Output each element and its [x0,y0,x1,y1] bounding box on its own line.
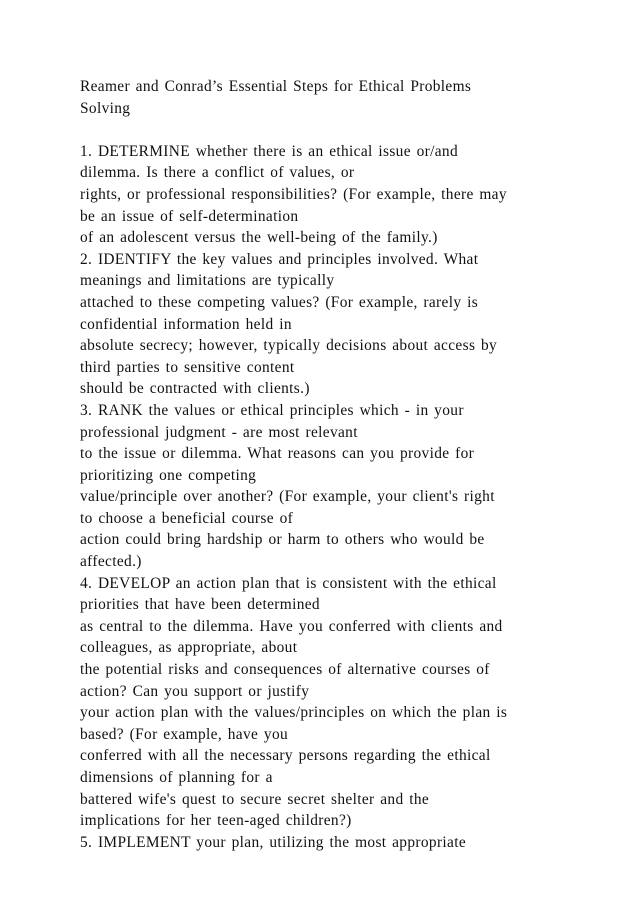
step-1-line: dilemma. Is there a conflict of values, or [80,164,355,182]
step-4-line: dimensions of planning for a [80,769,273,786]
step-4-line: 4. DEVELOP an action plan that is consistent with the ethical [80,574,497,592]
step-2-line: attached to these competing values? (For example, rarely is [80,293,479,311]
step-1-line: be an issue of self-determination [80,207,299,225]
blank-line [80,119,600,141]
step-4-line: implications for her teen-aged children?) [80,812,352,830]
step-4-line: your action plan with the values/principles on which the plan is [80,704,508,722]
step-2-line: confidential information held in [80,315,292,333]
step-1-line: rights, or professional responsibilities? (For example, there may [80,185,507,203]
step-3-line: 3. RANK the values or ethical principles which - in your [80,401,464,419]
document-title-line-1: Reamer and Conrad’s Essential Steps for Ethical Problems [80,78,472,95]
step-3-line: to choose a beneficial course of [80,509,294,527]
step-2-line: should be contracted with clients.) [80,380,310,398]
step-3-line: professional judgment - are most relevant [80,423,358,441]
document-body [80,76,600,853]
step-3-line: prioritizing one competing [80,466,257,484]
step-3-line: to the issue or dilemma. What reasons can you provide for [80,445,475,463]
step-1-line: of an adolescent versus the well-being of the family.) [80,229,438,247]
step-4-line: colleagues, as appropriate, about [80,639,298,657]
step-3-line: action could bring hardship or harm to others who would be [80,531,485,549]
step-1-line: 1. DETERMINE whether there is an ethical issue or/and [80,142,459,160]
step-4-line: action? Can you support or justify [80,682,310,700]
step-4-line: priorities that have been determined [80,596,320,614]
step-4-line: as central to the dilemma. Have you conferred with clients and [80,617,503,635]
step-2-line: 2. IDENTIFY the key values and principles involved. What [80,250,479,268]
step-5-line: 5. IMPLEMENT your plan, utilizing the most appropriate [80,833,467,851]
step-4-line: battered wife's quest to secure secret shelter and the [80,790,430,808]
step-2-line: meanings and limitations are typically [80,272,335,290]
step-4-line: the potential risks and consequences of alternative courses of [80,661,490,679]
step-2-line: absolute secrecy; however, typically decisions about access by [80,337,498,355]
step-4-line: conferred with all the necessary persons regarding the ethical [80,747,491,765]
step-2-line: third parties to sensitive content [80,358,295,376]
step-3-line: value/principle over another? (For example, your client's right [80,488,495,506]
document-title-line-2: Solving [80,99,131,117]
step-4-line: based? (For example, have you [80,725,289,743]
step-3-line: affected.) [80,553,142,571]
